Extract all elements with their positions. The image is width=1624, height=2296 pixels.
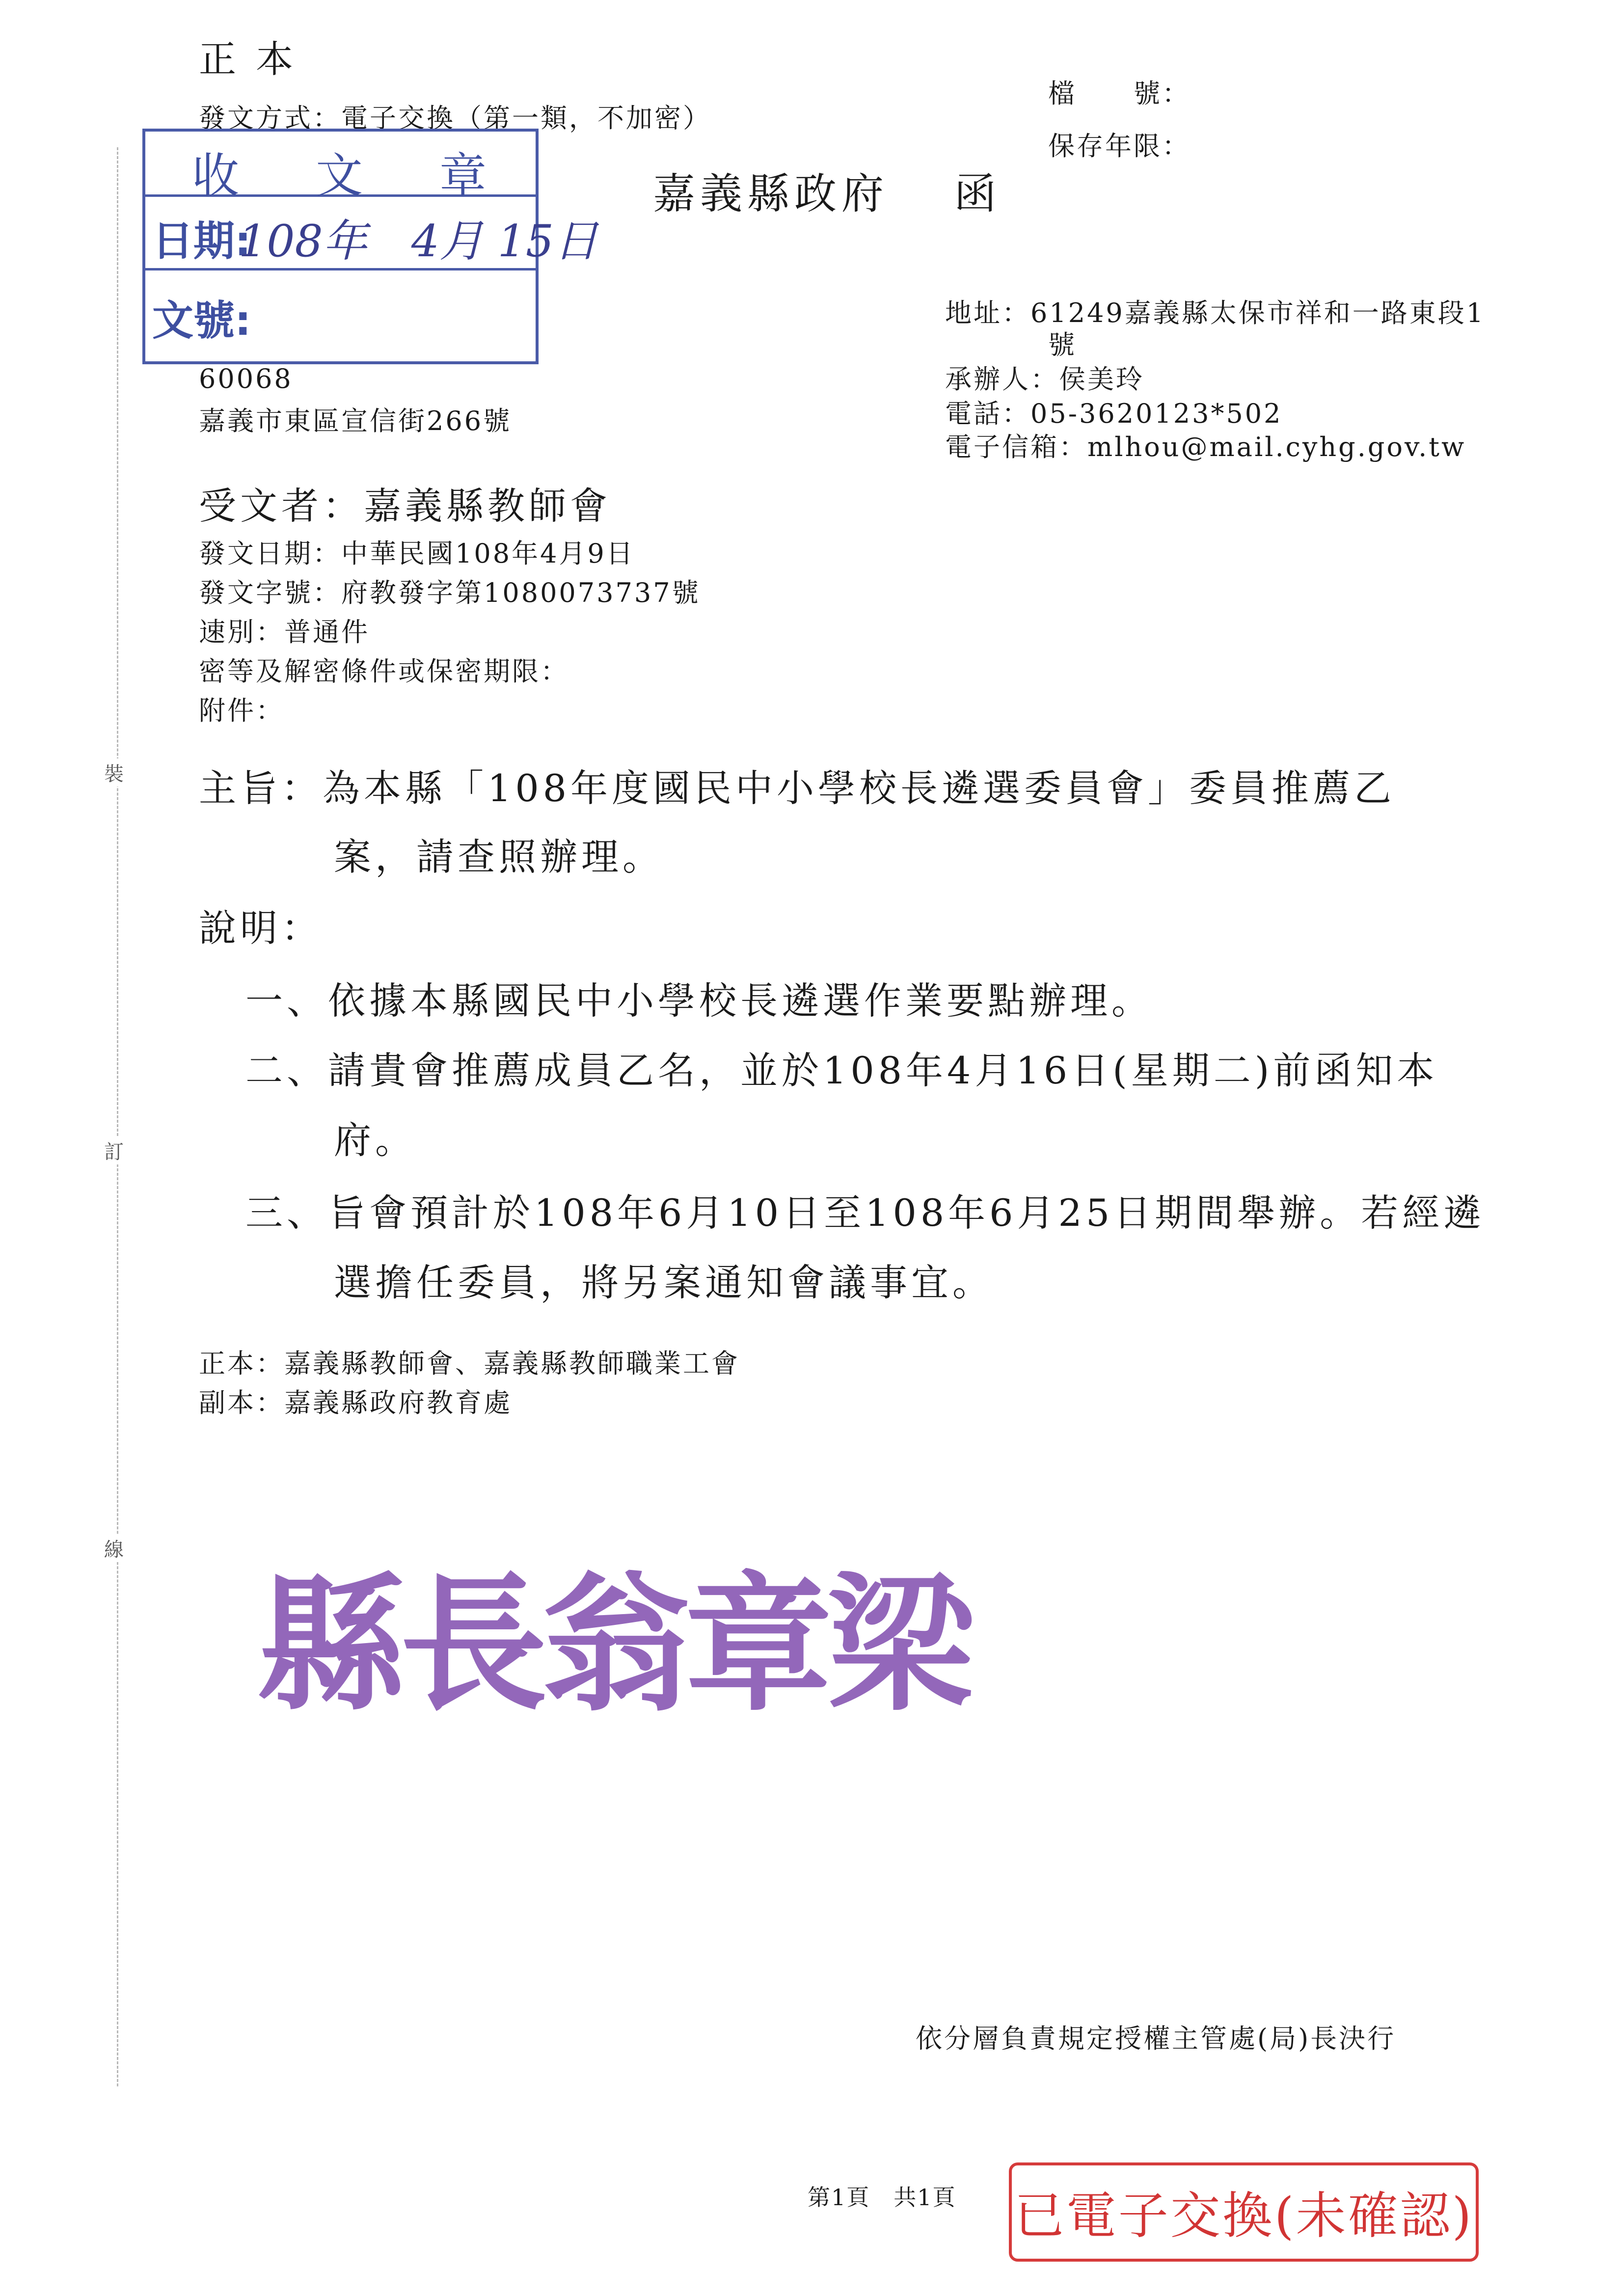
- binding-label-xian: 線: [104, 1534, 124, 1562]
- retention-label: 保存年限：: [1048, 131, 1191, 162]
- received-stamp: [142, 129, 598, 364]
- document-title: 嘉義縣政府 函: [653, 169, 1001, 218]
- recipient-street: 嘉義市東區宣信街266號: [199, 405, 512, 436]
- binding-label-ding: 訂: [104, 1136, 124, 1164]
- issue-number: 發文字號：府教發字第1080073737號: [199, 577, 701, 608]
- recipient-zip: 60068: [199, 363, 293, 394]
- sender-address-line1: 地址：61249嘉義縣太保市祥和一路東段1: [945, 297, 1486, 328]
- speed: 速別：普通件: [199, 617, 370, 648]
- receiver: 受文者：嘉義縣教師會: [199, 484, 611, 528]
- binding-line: [117, 147, 118, 2086]
- distribution-original: 正本：嘉義縣教師會、嘉義縣教師職業工會: [199, 1348, 740, 1379]
- distribution-copy: 副本：嘉義縣政府教育處: [199, 1387, 512, 1418]
- subject-line1: 主旨：為本縣「108年度國民中小學校長遴選委員會」委員推薦乙: [199, 766, 1396, 810]
- subject-line2: 案，請查照辦理。: [334, 835, 664, 879]
- secrecy: 密等及解密條件或保密期限：: [199, 656, 569, 687]
- explanation-item-3-line2: 選擔任委員，將另案通知會議事宜。: [334, 1261, 994, 1304]
- sender-address-line2: 號: [1048, 329, 1077, 360]
- phone: 電話：05-3620123*502: [945, 398, 1283, 429]
- file-number-label: 檔 號：: [1048, 78, 1191, 109]
- binding-label-zhuang: 裝: [104, 758, 124, 786]
- email: 電子信箱：mlhou@mail.cyhg.gov.tw: [945, 432, 1466, 462]
- received-stamp-doc-no-label: 文號:: [152, 297, 251, 345]
- received-stamp-date-label: 日期:: [152, 217, 251, 265]
- explanation-label: 說明：: [199, 906, 323, 950]
- received-stamp-date-value: 108年 4月 15日: [239, 216, 598, 267]
- explanation-item-1: 一、依據本縣國民中小學校長遴選作業要點辦理。: [245, 979, 1153, 1023]
- page-info: 第1頁 共1頁: [808, 2184, 956, 2211]
- explanation-item-3-line1: 三、旨會預計於108年6月10日至108年6月25日期間舉辦。若經遴: [245, 1191, 1485, 1235]
- send-method: 發文方式：電子交換（第一類，不加密）: [199, 103, 711, 134]
- authorization-note: 依分層負責規定授權主管處(局)長決行: [916, 2023, 1396, 2054]
- received-stamp-title: 收 文 章: [192, 148, 501, 203]
- handler: 承辦人：侯美玲: [945, 364, 1144, 395]
- mayor-seal: 縣長翁章梁: [258, 1558, 970, 1731]
- attachment: 附件：: [199, 695, 284, 726]
- explanation-item-2-line1: 二、請貴會推薦成員乙名，並於108年4月16日(星期二)前函知本: [245, 1049, 1438, 1092]
- electronic-exchange-stamp: 已電子交換(未確認): [1009, 2162, 1479, 2262]
- explanation-item-2-line2: 府。: [334, 1118, 416, 1162]
- copy-type: 正 本: [199, 37, 298, 81]
- issue-date: 發文日期：中華民國108年4月9日: [199, 538, 635, 569]
